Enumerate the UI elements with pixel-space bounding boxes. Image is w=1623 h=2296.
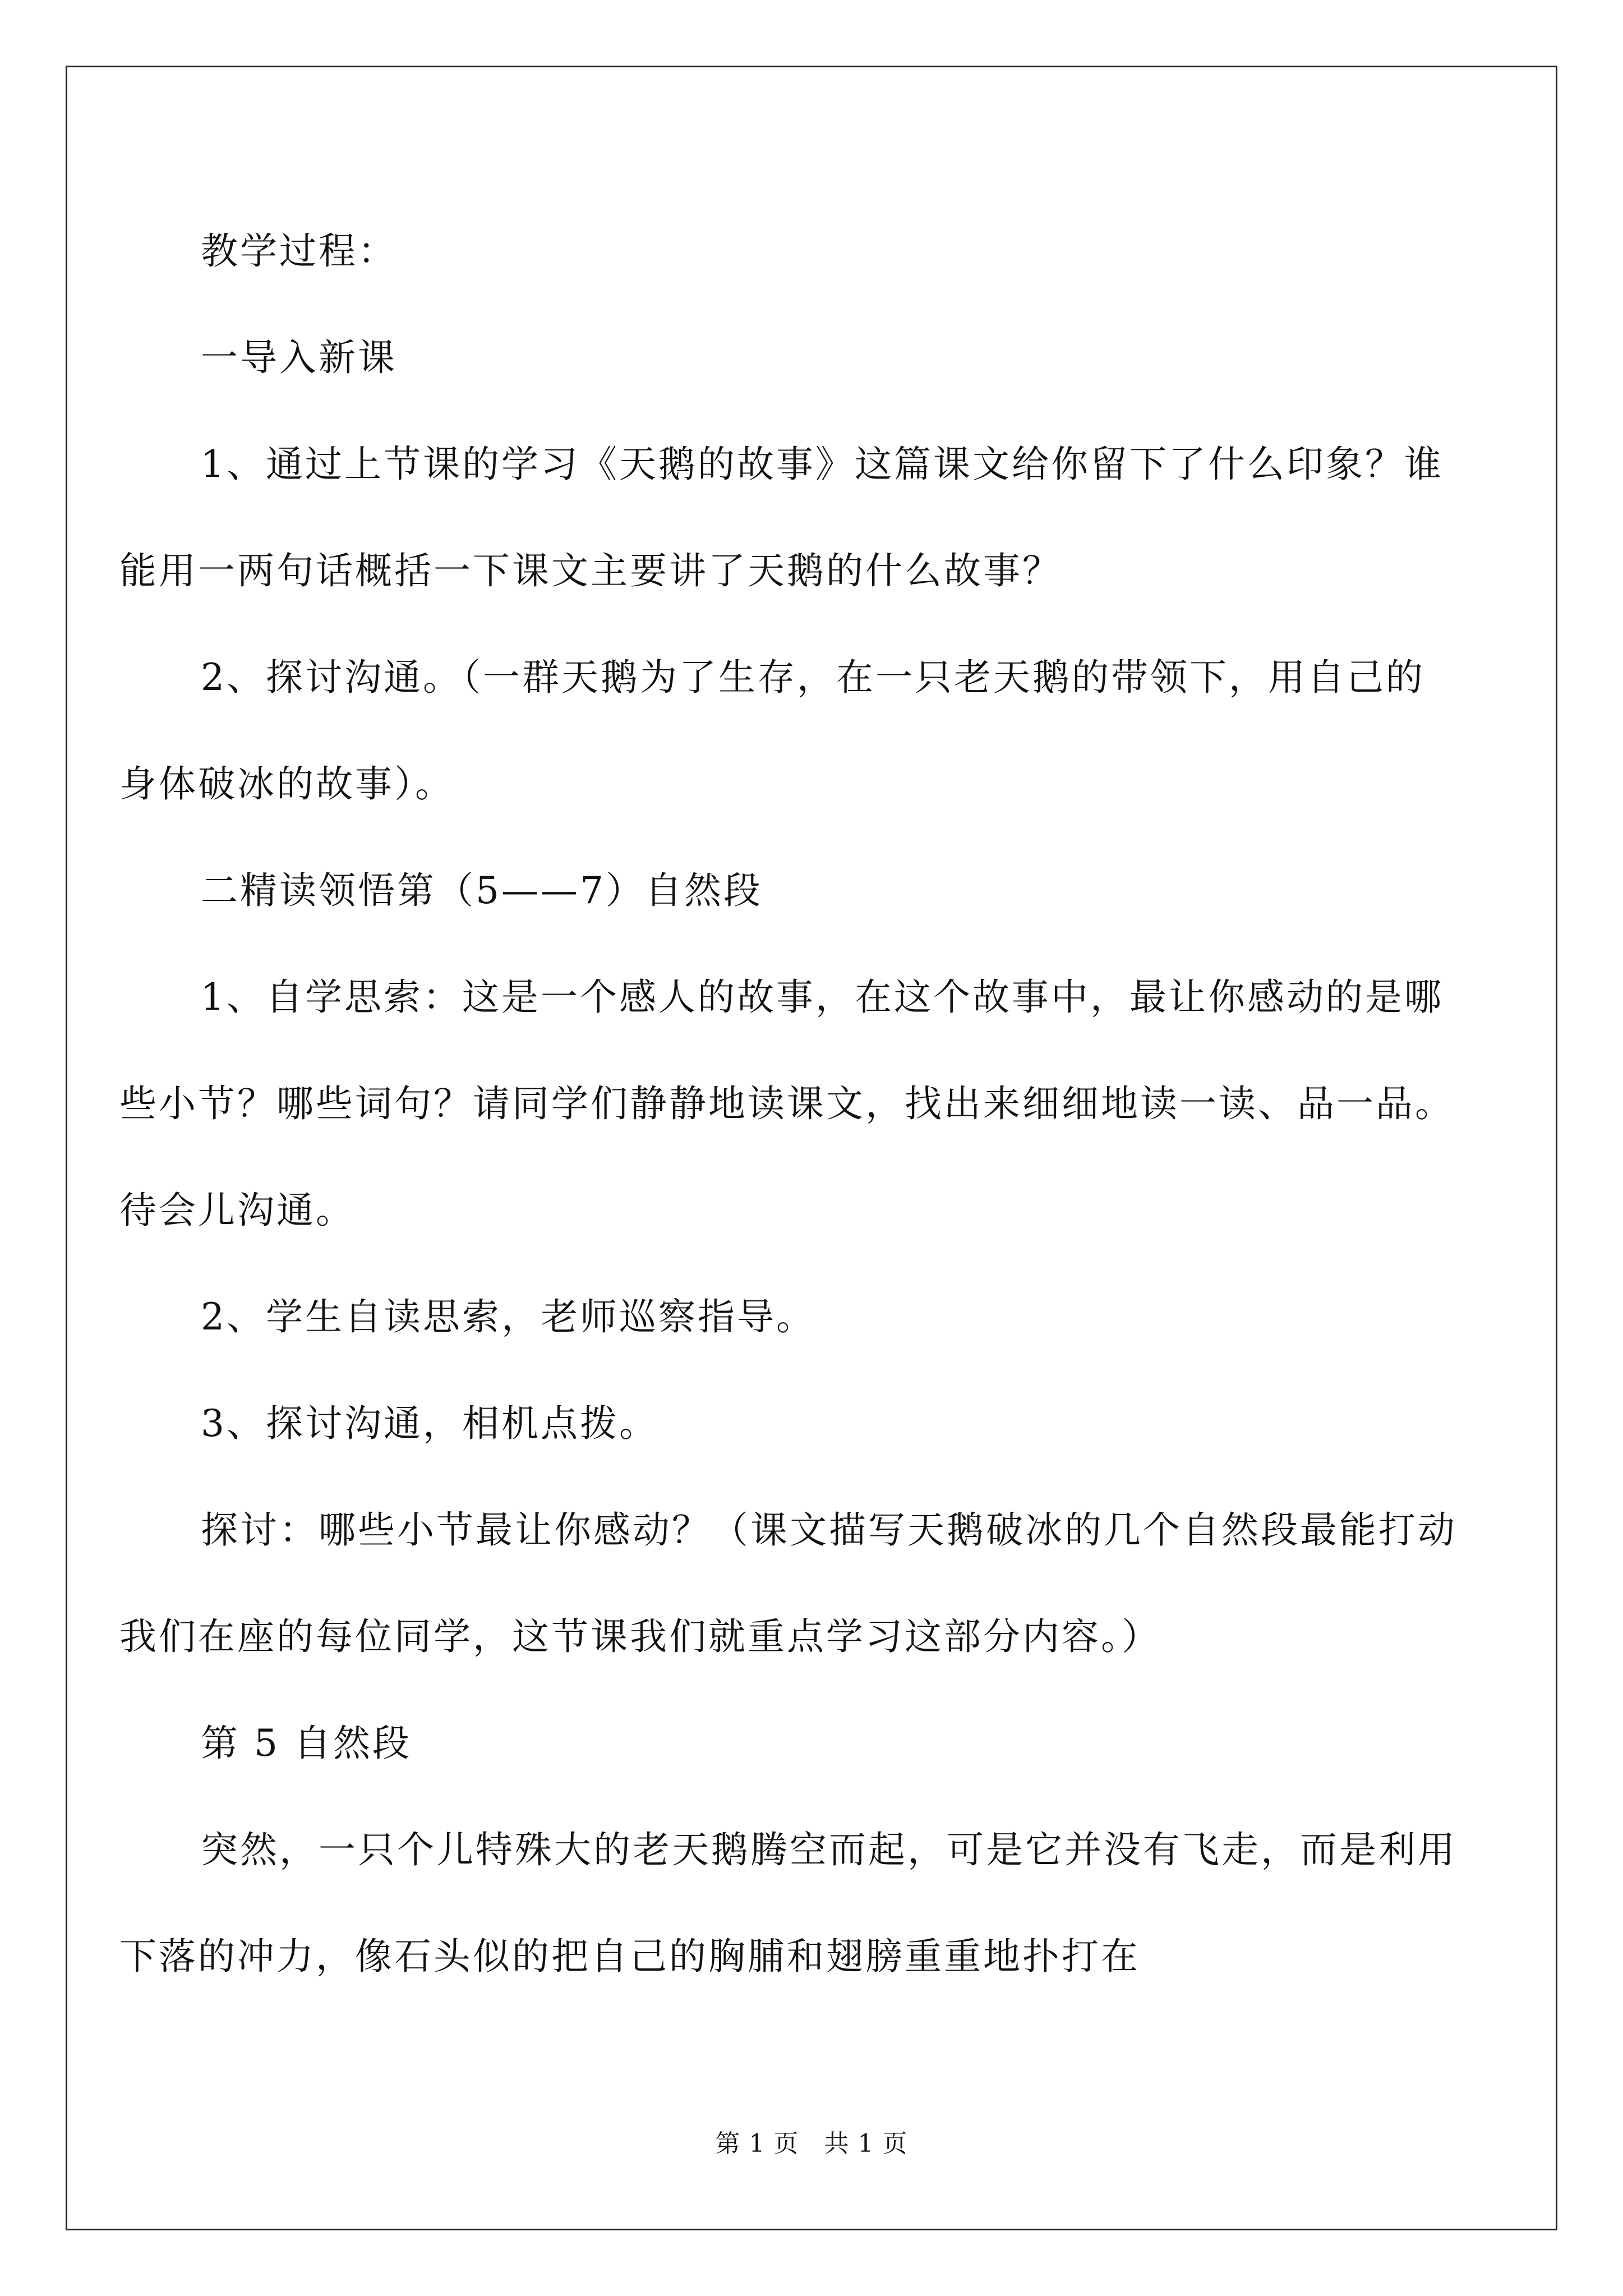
page-footer: 第 1 页 共 1 页: [715, 2129, 908, 2158]
paragraph-self-study: 1、自学思索：这是一个感人的故事，在这个故事中，最让你感动的是哪些小节？哪些词句？请同学们静静地读课文，找出来细细地读一读、品一品。待会儿沟通。: [119, 976, 1454, 1232]
paragraph-item-1: 1、通过上节课的学习《天鹅的故事》这篇课文给你留下了什么印象？谁能用一两句话概括一下课文主要讲了天鹅的什么故事？: [119, 443, 1444, 592]
paragraph-section-five: 第 5 自然段: [201, 1722, 412, 1765]
paragraph-heading-process: 教学过程：: [201, 229, 397, 273]
paragraph-discussion: 3、探讨沟通，相机点拨。: [201, 1402, 658, 1445]
paragraph-section-one: 一导入新课: [201, 336, 397, 379]
paragraph-story-excerpt: 突然，一只个儿特殊大的老天鹅腾空而起，可是它并没有飞走，而是利用下落的冲力，像石头似的把自己的胸脯和翅膀重重地扑打在: [119, 1828, 1457, 1978]
paragraph-section-two: 二精读领悟第（5——7）自然段: [201, 869, 763, 912]
paragraph-student-reading: 2、学生自读思索，老师巡察指导。: [201, 1295, 815, 1338]
paragraph-explore: 探讨：哪些小节最让你感动？（课文描写天鹅破冰的几个自然段最能打动我们在座的每位同学，这节课我们就重点学习这部分内容。）: [119, 1508, 1457, 1658]
paragraph-item-2: 2、探讨沟通。（一群天鹅为了生存，在一只老天鹅的带领下，用自己的身体破冰的故事）。: [119, 656, 1425, 806]
